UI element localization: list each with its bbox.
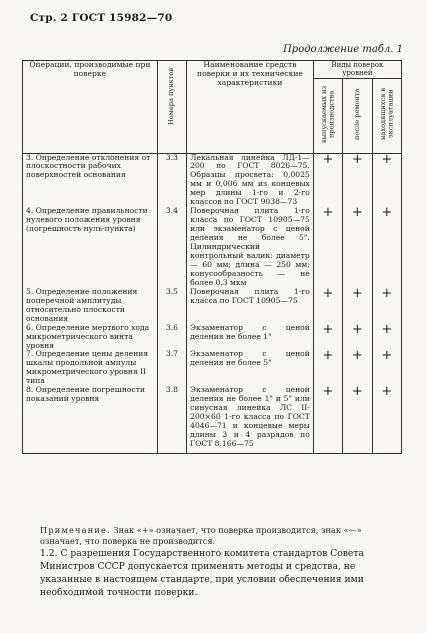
row-means: Лекальная линейка ЛД-1—200 по ГОСТ 8026—75. Образцы просвета: 0,0025 мм и 0,006 мм из концевых мер длины 1-го и 2-го классов по ГОСТ 9038—73 [187, 153, 314, 207]
table-note [40, 525, 400, 547]
row-means: Поверочная плита 1-го класса по ГОСТ 10905—75 [187, 288, 314, 324]
row-mark-issued: + [313, 324, 342, 351]
header-after-repair [343, 78, 372, 153]
header-item-number [157, 61, 186, 154]
table-row [23, 153, 402, 207]
row-item-number: 3.6 [157, 324, 186, 351]
table-continuation-label: Продолжение табл. 1 [283, 44, 403, 55]
row-mark-after-repair: + [343, 386, 372, 453]
table-row [23, 386, 402, 453]
header-operation: Операции, производимые при поверке [23, 61, 158, 154]
table-row [23, 350, 402, 386]
row-means: Поверочная плита 1-го класса по ГОСТ 10905—75 или экзаменатор с ценой деления не более 5". Цилиндрический контрольный валик: диаметр — 60 мм; длина — 250 мм; конусообразность — не более 0,3 мкм [187, 207, 314, 288]
row-operation: 8. Определение погрешности показаний уровня [23, 386, 158, 453]
row-mark-after-repair: + [343, 153, 372, 207]
row-means: Экзаменатор с ценой деления не более 5" [187, 350, 314, 386]
row-means: Экзаменатор с ценой деления не более 1" [187, 324, 314, 351]
row-mark-issued: + [313, 350, 342, 386]
paragraph-1-2: 1.2. С разрешения Государственного комитета стандартов Совета Министров СССР допускается применять методы и средства, не указанные в настоящем стандарте, при условии обеспечения ими необходимой точности поверки. [40, 548, 364, 598]
verification-table [22, 60, 402, 454]
table-row [23, 207, 402, 288]
row-mark-after-repair: + [343, 288, 372, 324]
header-check-types: Виды поверок уровней [313, 61, 401, 79]
header-in-use-text: находящихся в эксплуатации [378, 87, 394, 140]
row-mark-after-repair: + [343, 207, 372, 288]
row-mark-issued: + [313, 153, 342, 207]
header-means: Наименование средств поверки и их технические характеристики [187, 61, 314, 154]
row-item-number: 3.5 [157, 288, 186, 324]
row-mark-in-use: + [372, 207, 401, 288]
row-mark-issued: + [313, 386, 342, 453]
row-mark-in-use: + [372, 350, 401, 386]
header-issued [313, 78, 342, 153]
header-issued-text: выпускаемых из производства [319, 84, 335, 143]
row-item-number: 3.7 [157, 350, 186, 386]
row-mark-in-use: + [372, 288, 401, 324]
header-after-repair-text: после ремонта [352, 87, 361, 140]
row-operation: 5. Определение положения поперечной амплитуды относительно плоскости основания [23, 288, 158, 324]
row-item-number: 3.4 [157, 207, 186, 288]
table-row [23, 324, 402, 351]
row-operation: 3. Определение отклонения от плоскостности рабочих поверхностей основания [23, 153, 158, 207]
row-item-number: 3.8 [157, 386, 186, 453]
row-operation: 6. Определение мертвого хода микрометрического винта уровня [23, 324, 158, 351]
page-header: Стр. 2 ГОСТ 15982—70 [30, 12, 173, 24]
note-label: Примечание. [40, 525, 111, 535]
row-operation: 4. Определение правильности нулевого положения уровня (погрешность нуль-пункта) [23, 207, 158, 288]
row-item-number: 3.3 [157, 153, 186, 207]
row-mark-issued: + [313, 207, 342, 288]
row-mark-after-repair: + [343, 350, 372, 386]
row-mark-in-use: + [372, 386, 401, 453]
row-mark-after-repair: + [343, 324, 372, 351]
row-means: Экзаменатор с ценой деления не более 1" и 5" или синусная линейка ЛС II-200×60 1-го класса по ГОСТ 4046—71 и концевые меры длины 3 и 4 разрядов по ГОСТ 8.166—75 [187, 386, 314, 453]
row-mark-in-use: + [372, 324, 401, 351]
row-operation: 7. Определение цены деления шкалы продольной ампулы микрометрического уровня II типа [23, 350, 158, 386]
note-text: Знак «+» означает, что поверка производится, знак «—» означает, что поверка не производится. [40, 525, 362, 547]
row-mark-in-use: + [372, 153, 401, 207]
row-mark-issued: + [313, 288, 342, 324]
header-item-number-text: Номера пунктов [167, 67, 176, 125]
header-in-use [372, 78, 401, 153]
table-row [23, 288, 402, 324]
